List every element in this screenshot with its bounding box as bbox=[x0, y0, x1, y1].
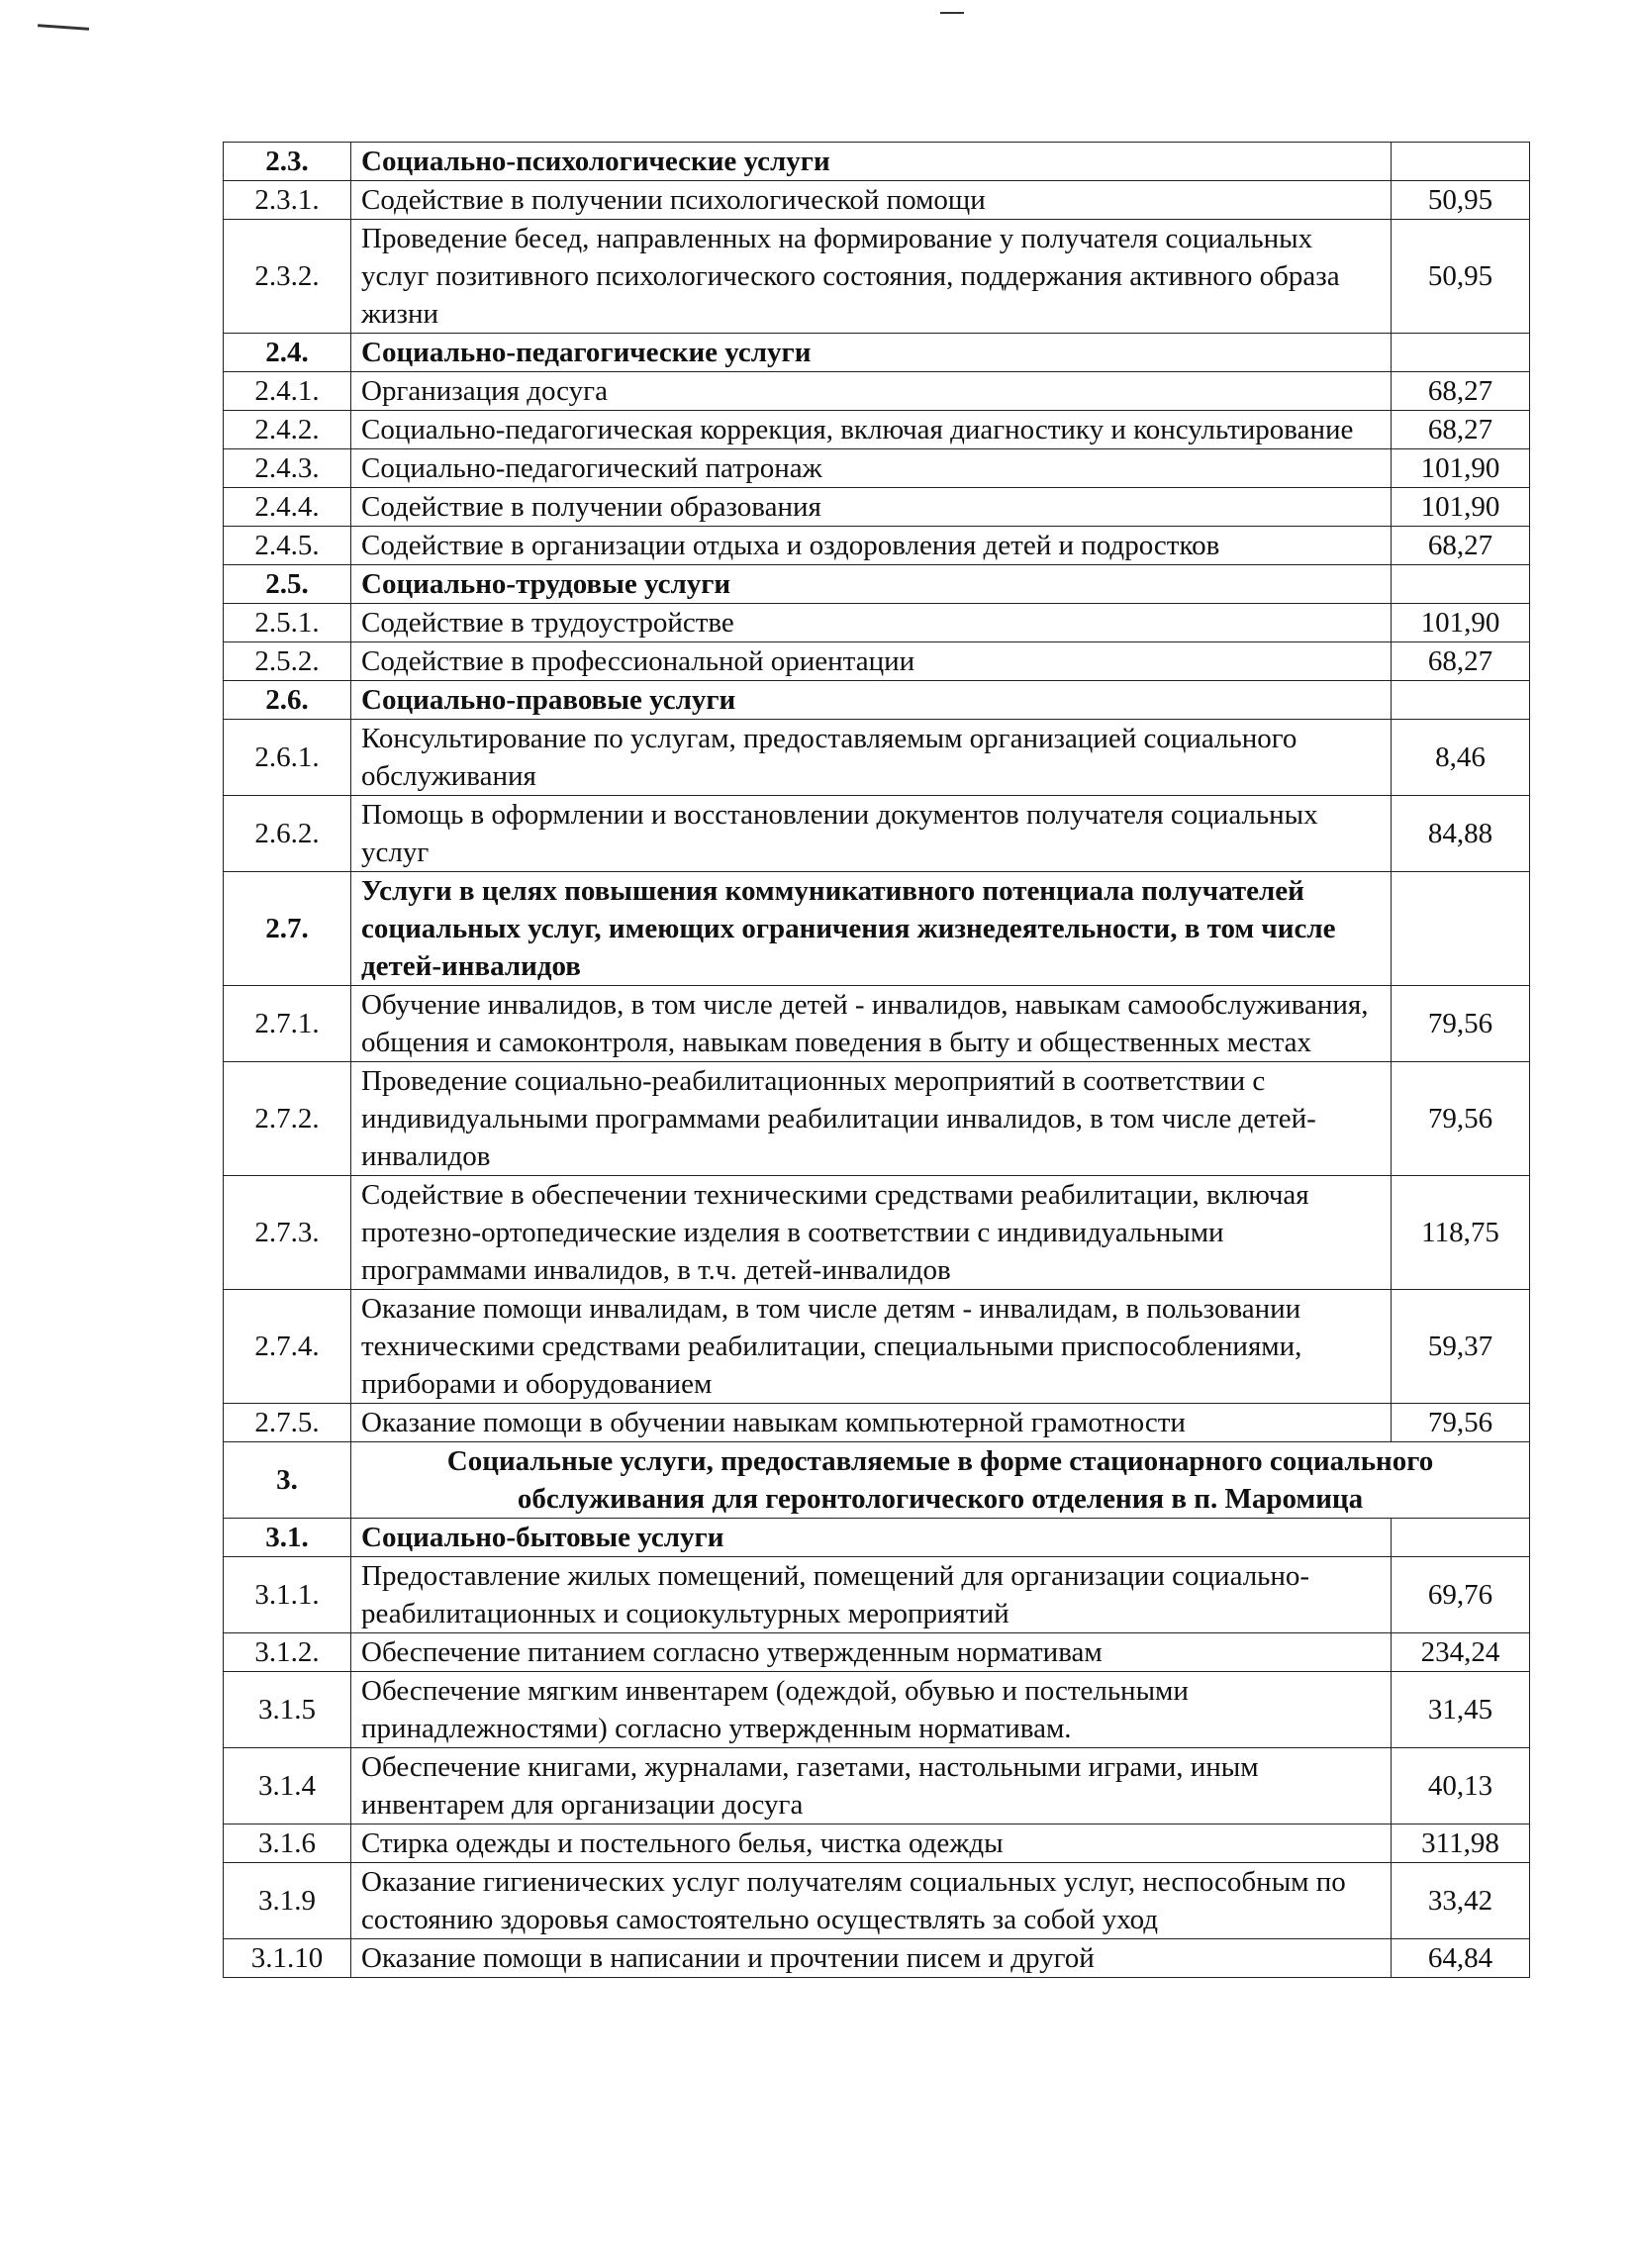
table-row bbox=[224, 681, 1530, 720]
price-value: 64,84 bbox=[1392, 1939, 1530, 1978]
table-row bbox=[224, 720, 1530, 796]
price-value: 311,98 bbox=[1392, 1824, 1530, 1863]
price-value bbox=[1392, 1519, 1530, 1557]
price-value: 101,90 bbox=[1392, 604, 1530, 642]
price-value: 68,27 bbox=[1392, 527, 1530, 565]
row-number: 2.4.2. bbox=[224, 411, 351, 449]
scan-artifact bbox=[38, 24, 89, 31]
row-number: 3.1.5 bbox=[224, 1672, 351, 1748]
table-row bbox=[224, 1442, 1530, 1519]
table-row bbox=[224, 143, 1530, 181]
table-row bbox=[224, 1939, 1530, 1978]
price-value: 50,95 bbox=[1392, 220, 1530, 334]
service-name: Содействие в профессиональной ориентации bbox=[351, 642, 1392, 681]
price-value: 8,46 bbox=[1392, 720, 1530, 796]
table-row bbox=[224, 986, 1530, 1062]
price-value: 69,76 bbox=[1392, 1557, 1530, 1633]
service-name: Оказание помощи в написании и прочтении писем и другой bbox=[351, 1939, 1392, 1978]
row-number: 2.3. bbox=[224, 143, 351, 181]
price-value bbox=[1392, 143, 1530, 181]
service-name: Содействие в трудоустройстве bbox=[351, 604, 1392, 642]
row-number: 2.6.2. bbox=[224, 796, 351, 872]
scan-artifact bbox=[940, 12, 964, 14]
row-number: 3.1.2. bbox=[224, 1633, 351, 1672]
row-number: 2.7.1. bbox=[224, 986, 351, 1062]
service-name: Оказание гигиенических услуг получателям социальных услуг, неспособным по состоянию здоровья самостоятельно осуществлять за собой уход bbox=[351, 1863, 1392, 1939]
row-number: 2.5.1. bbox=[224, 604, 351, 642]
price-value: 101,90 bbox=[1392, 449, 1530, 488]
table-row bbox=[224, 372, 1530, 411]
price-value: 79,56 bbox=[1392, 1062, 1530, 1176]
service-name: Оказание помощи в обучении навыкам компьютерной грамотности bbox=[351, 1404, 1392, 1442]
service-name: Проведение социально-реабилитационных мероприятий в соответствии с индивидуальными программами реабилитации инвалидов, в том числе детей- инвалидов bbox=[351, 1062, 1392, 1176]
row-number: 2.6. bbox=[224, 681, 351, 720]
section-title: Социально-психологические услуги bbox=[351, 143, 1392, 181]
table-row bbox=[224, 220, 1530, 334]
table-row bbox=[224, 1519, 1530, 1557]
service-name: Консультирование по услугам, предоставляемым организацией социального обслуживания bbox=[351, 720, 1392, 796]
price-value: 40,13 bbox=[1392, 1748, 1530, 1824]
row-number: 3.1.6 bbox=[224, 1824, 351, 1863]
price-value: 84,88 bbox=[1392, 796, 1530, 872]
service-name: Обеспечение книгами, журналами, газетами, настольными играми, иным инвентарем для организации досуга bbox=[351, 1748, 1392, 1824]
row-number: 2.4.5. bbox=[224, 527, 351, 565]
table-row bbox=[224, 181, 1530, 220]
table-row bbox=[224, 1290, 1530, 1404]
service-name: Содействие в получении психологической помощи bbox=[351, 181, 1392, 220]
tariff-table bbox=[223, 142, 1530, 1978]
table-row bbox=[224, 642, 1530, 681]
price-value: 68,27 bbox=[1392, 642, 1530, 681]
row-number: 3.1.4 bbox=[224, 1748, 351, 1824]
row-number: 2.7. bbox=[224, 872, 351, 986]
service-name: Проведение бесед, направленных на формирование у получателя социальных услуг позитивного психологического состояния, поддержания активного образа жизни bbox=[351, 220, 1392, 334]
row-number: 2.5.2. bbox=[224, 642, 351, 681]
table-row bbox=[224, 1748, 1530, 1824]
table-row bbox=[224, 488, 1530, 527]
table-row bbox=[224, 872, 1530, 986]
row-number: 2.7.4. bbox=[224, 1290, 351, 1404]
table-row bbox=[224, 796, 1530, 872]
table-row bbox=[224, 449, 1530, 488]
section-title: Социально-трудовые услуги bbox=[351, 565, 1392, 604]
table-row bbox=[224, 1062, 1530, 1176]
table-row bbox=[224, 527, 1530, 565]
price-value: 50,95 bbox=[1392, 181, 1530, 220]
price-value: 79,56 bbox=[1392, 986, 1530, 1062]
row-number: 2.3.1. bbox=[224, 181, 351, 220]
row-number: 2.7.5. bbox=[224, 1404, 351, 1442]
section-title: Социально-бытовые услуги bbox=[351, 1519, 1392, 1557]
table-row bbox=[224, 1557, 1530, 1633]
service-name: Обеспечение питанием согласно утвержденным нормативам bbox=[351, 1633, 1392, 1672]
price-value bbox=[1392, 681, 1530, 720]
row-number: 2.4.1. bbox=[224, 372, 351, 411]
row-number: 2.4.4. bbox=[224, 488, 351, 527]
service-name: Стирка одежды и постельного белья, чистка одежды bbox=[351, 1824, 1392, 1863]
price-value: 118,75 bbox=[1392, 1176, 1530, 1290]
row-number: 2.3.2. bbox=[224, 220, 351, 334]
service-name: Социально-педагогическая коррекция, включая диагностику и консультирование bbox=[351, 411, 1392, 449]
row-number: 3.1.9 bbox=[224, 1863, 351, 1939]
service-name: Содействие в организации отдыха и оздоровления детей и подростков bbox=[351, 527, 1392, 565]
row-number: 2.7.3. bbox=[224, 1176, 351, 1290]
price-value bbox=[1392, 334, 1530, 372]
price-value: 79,56 bbox=[1392, 1404, 1530, 1442]
section-title: Социальные услуги, предоставляемые в форме стационарного социального обслуживания для геронтологического отделения в п. Маромица bbox=[351, 1442, 1530, 1519]
table-row bbox=[224, 1404, 1530, 1442]
table-row bbox=[224, 1863, 1530, 1939]
price-value: 234,24 bbox=[1392, 1633, 1530, 1672]
table-row bbox=[224, 565, 1530, 604]
row-number: 3.1. bbox=[224, 1519, 351, 1557]
service-name: Помощь в оформлении и восстановлении документов получателя социальных услуг bbox=[351, 796, 1392, 872]
service-name: Содействие в получении образования bbox=[351, 488, 1392, 527]
price-value bbox=[1392, 872, 1530, 986]
service-name: Оказание помощи инвалидам, в том числе детям - инвалидам, в пользовании техническими средствами реабилитации, специальными приспособлениями, приборами и оборудованием bbox=[351, 1290, 1392, 1404]
service-name: Социально-педагогический патронаж bbox=[351, 449, 1392, 488]
row-number: 2.4.3. bbox=[224, 449, 351, 488]
section-title: Социально-педагогические услуги bbox=[351, 334, 1392, 372]
service-name: Содействие в обеспечении техническими средствами реабилитации, включая протезно-ортопедические изделия в соответствии с индивидуальными программами инвалидов, в т.ч. детей-инвалидов bbox=[351, 1176, 1392, 1290]
table-row bbox=[224, 411, 1530, 449]
row-number: 3.1.1. bbox=[224, 1557, 351, 1633]
section-title: Услуги в целях повышения коммуникативного потенциала получателей социальных услуг, имеющих ограничения жизнедеятельности, в том числе детей-инвалидов bbox=[351, 872, 1392, 986]
table-row bbox=[224, 334, 1530, 372]
table-row bbox=[224, 1176, 1530, 1290]
price-value: 33,42 bbox=[1392, 1863, 1530, 1939]
price-value: 59,37 bbox=[1392, 1290, 1530, 1404]
price-value: 68,27 bbox=[1392, 372, 1530, 411]
table-row bbox=[224, 1633, 1530, 1672]
row-number: 3. bbox=[224, 1442, 351, 1519]
price-value: 101,90 bbox=[1392, 488, 1530, 527]
section-title: Социально-правовые услуги bbox=[351, 681, 1392, 720]
row-number: 3.1.10 bbox=[224, 1939, 351, 1978]
row-number: 2.4. bbox=[224, 334, 351, 372]
service-name: Предоставление жилых помещений, помещений для организации социально-реабилитационных и социокультурных мероприятий bbox=[351, 1557, 1392, 1633]
service-name: Обеспечение мягким инвентарем (одеждой, обувью и постельными принадлежностями) согласно утвержденным нормативам. bbox=[351, 1672, 1392, 1748]
service-name: Обучение инвалидов, в том числе детей - инвалидов, навыкам самообслуживания, общения и самоконтроля, навыкам поведения в быту и общественных местах bbox=[351, 986, 1392, 1062]
table-row bbox=[224, 1824, 1530, 1863]
row-number: 2.6.1. bbox=[224, 720, 351, 796]
row-number: 2.5. bbox=[224, 565, 351, 604]
table-row bbox=[224, 1672, 1530, 1748]
price-value bbox=[1392, 565, 1530, 604]
row-number: 2.7.2. bbox=[224, 1062, 351, 1176]
tariff-table-body bbox=[224, 143, 1530, 1978]
service-name: Организация досуга bbox=[351, 372, 1392, 411]
price-value: 68,27 bbox=[1392, 411, 1530, 449]
table-row bbox=[224, 604, 1530, 642]
price-value: 31,45 bbox=[1392, 1672, 1530, 1748]
